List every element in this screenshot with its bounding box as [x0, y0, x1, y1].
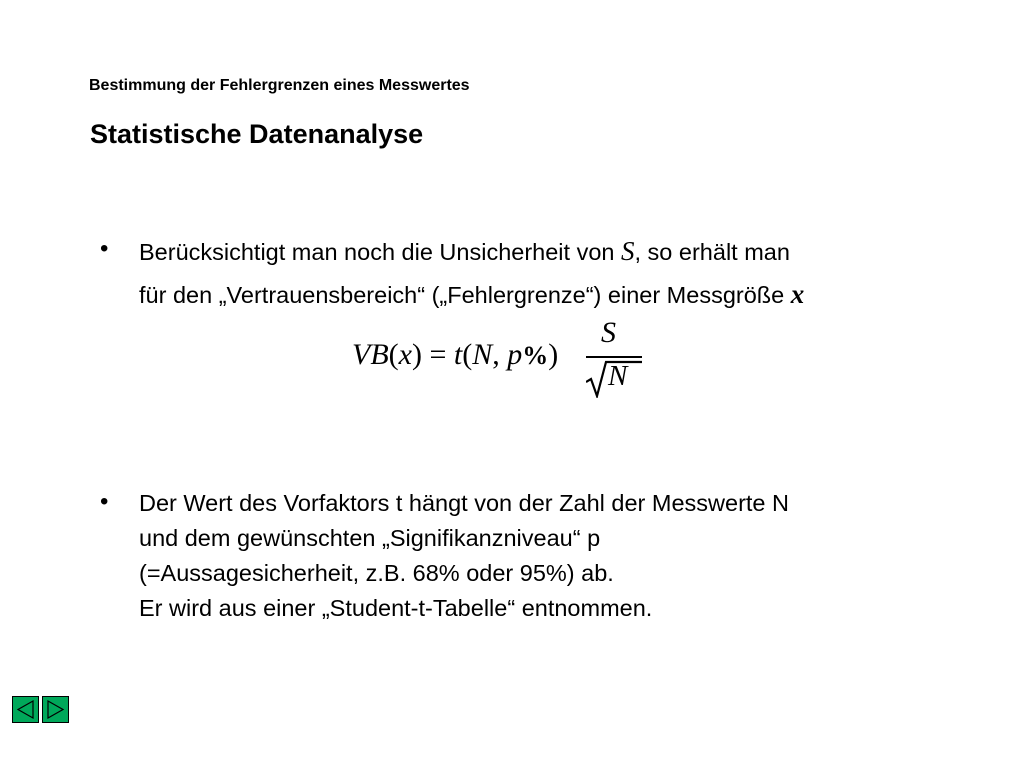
slide-subtitle: Bestimmung der Fehlergrenzen eines Messwertes [89, 77, 470, 94]
bullet-2-line-4: Er wird aus einer „Student-t-Tabelle“ entnommen. [139, 595, 653, 621]
bullet-1-line-2 [139, 273, 804, 316]
formula-numerator: S [601, 316, 616, 349]
bullet-2-line-1: Der Wert des Vorfaktors t hängt von der Zahl der Messwerte N [139, 490, 790, 516]
formula-comma: , [492, 338, 508, 371]
formula-vb: VB [352, 338, 389, 371]
bullet-marker-1: • [100, 235, 109, 262]
formula-paren-open: ( [388, 338, 399, 371]
formula-paren-close-equals: ) = [411, 338, 454, 371]
bullet-marker-2: • [100, 488, 109, 515]
confidence-interval-formula [352, 318, 642, 398]
symbol-x: x [790, 279, 805, 309]
symbol-s: S [621, 236, 635, 266]
triangle-right-icon [43, 697, 68, 722]
formula-x: x [398, 338, 412, 371]
bullet-2-line-2: und dem gewünschten „Signifikanzniveau“ p [139, 525, 601, 551]
bullet-1-text-c: für den „Vertrauensbereich“ („Fehlergrenze“) einer Messgröße [139, 282, 791, 308]
formula-t: t [453, 338, 463, 371]
next-slide-button[interactable] [42, 696, 69, 723]
formula-lhs [352, 338, 558, 372]
bullet-2-line-3: (=Aussagesicherheit, z.B. 68% oder 95%) ab. [139, 560, 614, 586]
bullet-1-text-b: , so erhält man [634, 239, 790, 265]
slide-title: Statistische Datenanalyse [90, 119, 424, 149]
previous-slide-button[interactable] [12, 696, 39, 723]
formula-p: p [507, 338, 523, 371]
formula-percent: % [522, 341, 549, 370]
formula-n: N [472, 338, 493, 371]
formula-args-close: ) [548, 338, 559, 371]
bullet-text-1 [139, 230, 804, 316]
fraction-bar [586, 356, 642, 358]
triangle-left-icon [13, 697, 38, 722]
bullet-1-line-1 [139, 230, 804, 273]
bullet-text-2 [139, 486, 789, 626]
bullet-1-text-a: Berücksichtigt man noch die Unsicherheit von [139, 239, 621, 265]
formula-args-open: ( [462, 338, 473, 371]
formula-denominator: N [608, 360, 628, 392]
